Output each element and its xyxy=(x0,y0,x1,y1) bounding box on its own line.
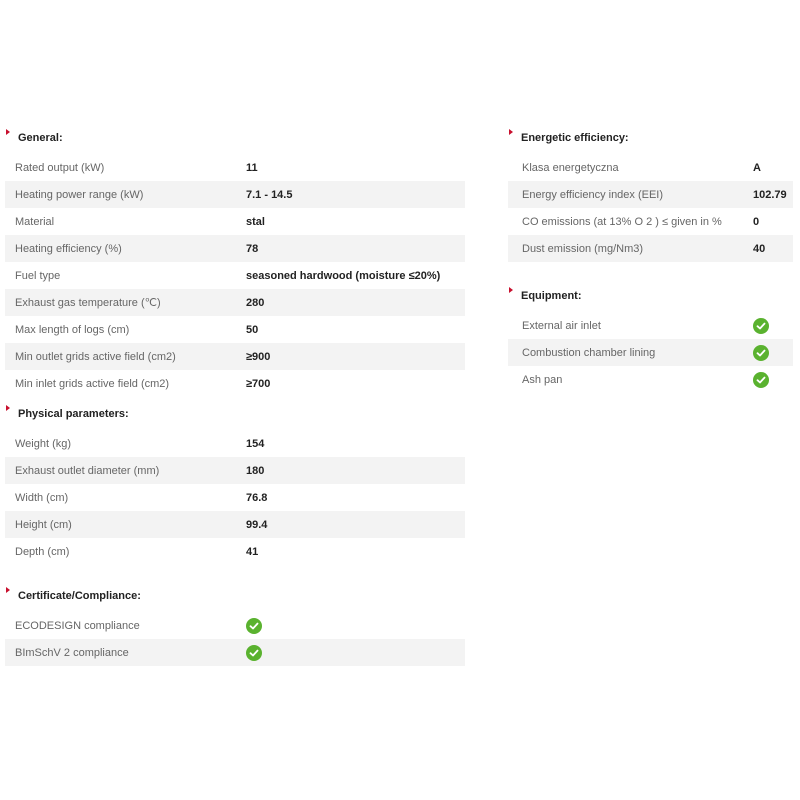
check-icon xyxy=(246,618,262,634)
row-value: 11 xyxy=(246,161,258,174)
row-value: 280 xyxy=(246,296,265,309)
row-label: CO emissions (at 13% O 2 ) ≤ given in % xyxy=(522,215,722,228)
check-icon xyxy=(246,645,262,661)
row-label: BImSchV 2 compliance xyxy=(15,646,129,659)
row-value: 180 xyxy=(246,464,265,477)
section-title: Certificate/Compliance: xyxy=(18,590,141,602)
row-value: 40 xyxy=(753,242,766,255)
row-label: Heating power range (kW) xyxy=(15,188,144,201)
row-label: Rated output (kW) xyxy=(15,161,105,174)
row-value: 50 xyxy=(246,323,259,336)
table-row xyxy=(5,343,465,370)
row-label: Heating efficiency (%) xyxy=(15,242,122,255)
table-row xyxy=(508,181,793,208)
table-row xyxy=(5,511,465,538)
table-row xyxy=(508,339,793,366)
table-row xyxy=(5,154,465,181)
row-label: Energy efficiency index (EEI) xyxy=(522,188,664,201)
physical-table xyxy=(5,430,465,565)
check-icon xyxy=(753,372,769,388)
row-label: Exhaust gas temperature (℃) xyxy=(15,297,161,309)
row-value: 102.79 xyxy=(753,188,787,201)
table-row xyxy=(508,208,793,235)
section-energetic-header xyxy=(508,121,793,154)
triangle-marker-icon xyxy=(6,405,10,411)
section-title: General: xyxy=(18,132,63,144)
table-row xyxy=(5,235,465,262)
table-row xyxy=(5,430,465,457)
row-label: Min inlet grids active field (cm2) xyxy=(15,377,170,390)
row-value: 78 xyxy=(246,242,259,255)
section-title: Equipment: xyxy=(521,290,582,302)
energetic-table xyxy=(508,154,793,262)
table-row xyxy=(5,181,465,208)
row-label: Min outlet grids active field (cm2) xyxy=(15,350,176,363)
right-column xyxy=(508,121,793,393)
row-label: External air inlet xyxy=(522,319,601,332)
check-icon xyxy=(753,345,769,361)
row-label: Dust emission (mg/Nm3) xyxy=(522,242,644,255)
row-value: 76.8 xyxy=(246,491,268,504)
section-physical-header xyxy=(5,397,465,430)
row-value: 99.4 xyxy=(246,518,268,531)
section-title: Energetic efficiency: xyxy=(521,132,629,144)
row-label: Fuel type xyxy=(15,269,61,282)
table-row xyxy=(5,370,465,397)
section-title: Physical parameters: xyxy=(18,408,129,420)
table-row xyxy=(5,262,465,289)
left-column xyxy=(5,121,465,666)
table-row xyxy=(508,154,793,181)
row-value: ≥700 xyxy=(246,377,271,390)
row-value: A xyxy=(753,161,761,174)
row-label: Width (cm) xyxy=(15,491,69,504)
row-value: ≥900 xyxy=(246,350,271,363)
row-label: ECODESIGN compliance xyxy=(15,619,140,632)
spacer xyxy=(508,262,793,279)
table-row xyxy=(5,639,465,666)
section-general-header xyxy=(5,121,465,154)
row-label: Height (cm) xyxy=(15,518,72,531)
row-label: Combustion chamber lining xyxy=(522,346,656,359)
table-row xyxy=(5,457,465,484)
row-label: Klasa energetyczna xyxy=(522,161,619,174)
row-value: seasoned hardwood (moisture ≤20%) xyxy=(246,269,441,282)
row-label: Ash pan xyxy=(522,373,563,386)
table-row xyxy=(5,484,465,511)
triangle-marker-icon xyxy=(509,129,513,135)
table-row xyxy=(5,208,465,235)
table-row xyxy=(5,612,465,639)
table-row xyxy=(508,366,793,393)
table-row xyxy=(5,538,465,565)
section-certificate-header xyxy=(5,579,465,612)
general-table xyxy=(5,154,465,397)
row-label: Weight (kg) xyxy=(15,437,72,450)
row-value: stal xyxy=(246,215,265,228)
certificate-table xyxy=(5,612,465,666)
row-value: 0 xyxy=(753,215,760,228)
row-value: 7.1 - 14.5 xyxy=(246,188,293,201)
table-row xyxy=(5,316,465,343)
row-label: Max length of logs (cm) xyxy=(15,323,130,336)
row-label: Depth (cm) xyxy=(15,545,70,558)
table-row xyxy=(5,289,465,316)
triangle-marker-icon xyxy=(6,129,10,135)
row-value: 154 xyxy=(246,437,265,450)
section-equipment-header xyxy=(508,279,793,312)
table-row xyxy=(508,312,793,339)
row-label: Material xyxy=(15,215,55,228)
row-value: 41 xyxy=(246,545,259,558)
spacer xyxy=(5,565,465,579)
triangle-marker-icon xyxy=(6,587,10,593)
check-icon xyxy=(753,318,769,334)
row-label: Exhaust outlet diameter (mm) xyxy=(15,464,160,477)
table-row xyxy=(508,235,793,262)
triangle-marker-icon xyxy=(509,287,513,293)
equipment-table xyxy=(508,312,793,393)
